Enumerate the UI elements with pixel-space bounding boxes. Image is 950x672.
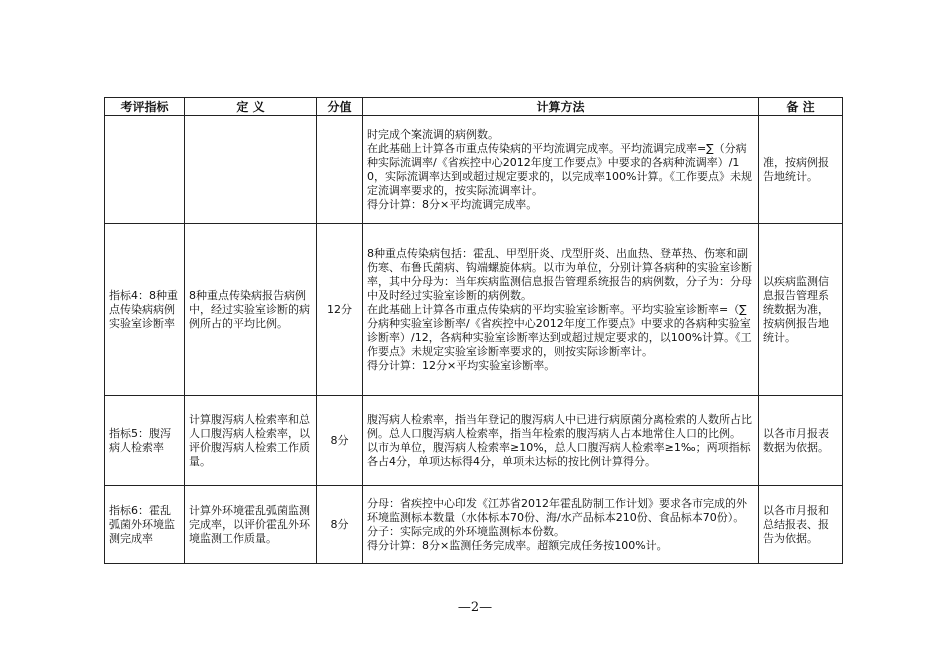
calc-paragraph: 时完成个案流调的病例数。: [367, 127, 499, 141]
calc-paragraph: 以市为单位，腹泻病人检索率≥10%，总人口腹泻病人检索率≥1‰；两项指标各占4分，单项达标得4分，单项未达标的按比例计算得分。: [367, 440, 751, 468]
note-cell: 准，按病例报告地统计。: [759, 116, 843, 224]
calc-paragraph: 分子：实际完成的外环境监测标本份数。: [367, 524, 565, 538]
note-cell: 以疾病监测信息报告管理系统数据为准，按病例报告地统计。: [759, 224, 843, 396]
score-cell: [317, 116, 363, 224]
indicator-cell: 指标4：8种重点传染病病例实验室诊断率: [105, 224, 185, 396]
indicator-cell: 指标5：腹泻病人检索率: [105, 396, 185, 486]
calc-paragraph: 8种重点传染病包括：霍乱、甲型肝炎、戊型肝炎、出血热、登革热、伤寒和副伤寒、布鲁氏菌病、钩端螺旋体病。以市为单位，分别计算各病种的实验室诊断率，其中分母为：当年疾病监测信息报告管理系统报告的病例数，分子为：分母中及时经过实验室诊断的病例数。: [367, 246, 752, 302]
definition-cell: 计算腹泻病人检索率和总人口腹泻病人检索率，以评价腹泻病人检索工作质量。: [185, 396, 317, 486]
calc-paragraph: 在此基础上计算各市重点传染病的平均流调完成率。平均流调完成率=∑（分病种实际流调率/《省疾控中心2012年度工作要点》中要求的各病种流调率）/10，实际流调率达到或超过规定要求的，以完成率100%计算。《工作要点》未规定流调率要求的，按实际流调率计。: [367, 141, 752, 197]
calc-paragraph: 得分计算：12分×平均实验室诊断率。: [367, 358, 556, 372]
table-row: [105, 116, 843, 224]
score-cell: 12分: [317, 224, 363, 396]
calc-cell: [363, 224, 759, 396]
calc-paragraph: 得分计算：8分×平均流调完成率。: [367, 197, 538, 211]
table-row: [105, 396, 843, 486]
table-row: [105, 486, 843, 564]
page-number: —2—: [457, 600, 493, 615]
calc-cell: [363, 486, 759, 564]
definition-cell: 8种重点传染病报告病例中，经过实验室诊断的病例所占的平均比例。: [185, 224, 317, 396]
calc-cell: [363, 116, 759, 224]
table-header-row: [105, 98, 843, 116]
evaluation-table: [104, 97, 843, 564]
note-cell: 以各市月报和总结报表、报告为依据。: [759, 486, 843, 564]
header-definition: 定 义: [185, 98, 317, 116]
table-row: [105, 224, 843, 396]
header-indicator: 考评指标: [105, 98, 185, 116]
note-cell: 以各市月报表数据为依据。: [759, 396, 843, 486]
definition-cell: 计算外环境霍乱弧菌监测完成率，以评价霍乱外环境监测工作质量。: [185, 486, 317, 564]
header-calc-method: 计算方法: [363, 98, 759, 116]
indicator-cell: 指标6：霍乱弧菌外环境监测完成率: [105, 486, 185, 564]
calc-paragraph: 分母：省疾控中心印发《江苏省2012年霍乱防制工作计划》要求各市完成的外环境监测标本数量（水体标本70份、海/水产品标本210份、食品标本70份）。: [367, 496, 747, 524]
score-cell: 8分: [317, 486, 363, 564]
indicator-cell: [105, 116, 185, 224]
definition-cell: [185, 116, 317, 224]
calc-paragraph: 在此基础上计算各市重点传染病的平均实验室诊断率。平均实验室诊断率=（∑分病种实验室诊断率/《省疾控中心2012年度工作要点》中要求的各病种实验室诊断率）/12，各病种实验室诊断率达到或超过规定要求的，以100%计算。《工作要点》未规定实验室诊断率要求的，则按实际诊断率计。: [367, 302, 752, 358]
score-cell: 8分: [317, 396, 363, 486]
calc-paragraph: 得分计算：8分×监测任务完成率。超额完成任务按100%计。: [367, 538, 668, 552]
calc-paragraph: 腹泻病人检索率，指当年登记的腹泻病人中已进行病原菌分离检索的人数所占比例。总人口腹泻病人检索率，指当年检索的腹泻病人占本地常住人口的比例。: [367, 412, 752, 440]
header-note: 备 注: [759, 98, 843, 116]
calc-cell: [363, 396, 759, 486]
header-score: 分值: [317, 98, 363, 116]
